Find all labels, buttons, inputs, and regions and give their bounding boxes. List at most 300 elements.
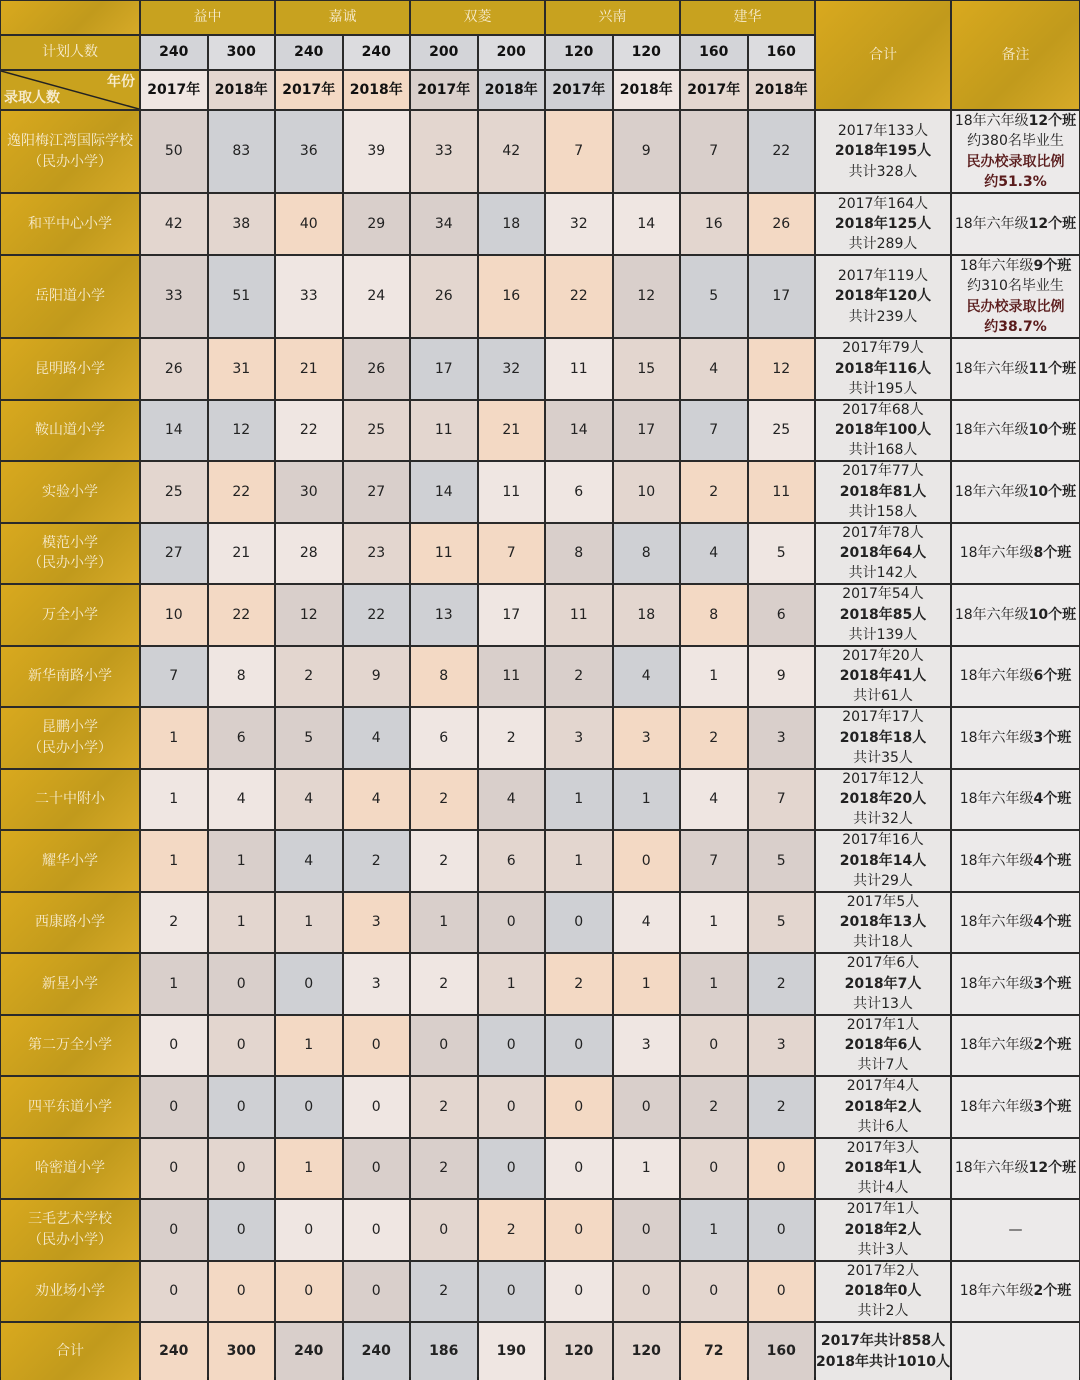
admit-count: 1 (546, 770, 612, 830)
row-total-line: 共计4人 (857, 1180, 909, 1197)
admit-count: 0 (614, 1077, 680, 1137)
admit-count: 4 (614, 893, 680, 953)
row-total-line: 2018年2人 (844, 1098, 922, 1115)
admit-count: 6 (749, 585, 815, 645)
row-total-line: 共计195人 (848, 380, 918, 397)
admit-count: 9 (614, 111, 680, 192)
school-name (1, 462, 139, 522)
note-line: 18年六年级12个班 (954, 1160, 1077, 1177)
row-note (952, 585, 1079, 645)
note-line: 18年六年级12个班 (954, 112, 1077, 129)
admit-count: 13 (411, 585, 477, 645)
admit-count: 22 (209, 585, 275, 645)
admit-count: 21 (276, 339, 342, 399)
note-line: 民办校录取比例 (966, 153, 1065, 170)
admit-count: 1 (681, 954, 747, 1014)
admit-count: 21 (209, 524, 275, 584)
admit-count: 0 (141, 1262, 207, 1322)
admit-count: 25 (749, 401, 815, 461)
school-name (1, 893, 139, 953)
admit-count: 0 (614, 831, 680, 891)
admit-count: 18 (614, 585, 680, 645)
grand-total (816, 1323, 950, 1380)
school-name (1, 339, 139, 399)
admit-count: 2 (344, 831, 410, 891)
admit-count: 0 (141, 1016, 207, 1076)
row-total-line: 2017年3人 (846, 1139, 920, 1156)
admit-count: 18 (479, 194, 545, 254)
row-total-line: 2018年100人 (834, 422, 932, 439)
admit-count: 11 (546, 585, 612, 645)
note-line: 18年六年级2个班 (959, 1283, 1072, 1300)
admit-count: 0 (479, 1139, 545, 1199)
admit-count: 2 (411, 831, 477, 891)
admit-count: 3 (546, 708, 612, 768)
row-total (816, 339, 950, 399)
row-total-line: 2017年1人 (846, 1201, 920, 1218)
school-name-line: 模范小学 (42, 534, 98, 551)
row-total-line: 2017年5人 (846, 893, 920, 910)
admit-count: 40 (276, 194, 342, 254)
row-total-line: 2018年0人 (844, 1283, 922, 1300)
admit-count: 0 (411, 1016, 477, 1076)
admit-count: 14 (411, 462, 477, 522)
admit-count: 0 (614, 1200, 680, 1260)
row-total (816, 954, 950, 1014)
row-total-line: 2018年2人 (844, 1221, 922, 1238)
row-total-line: 共计158人 (848, 503, 918, 520)
admit-count: 17 (749, 256, 815, 337)
admit-count: 2 (749, 954, 815, 1014)
total-count: 120 (546, 1323, 612, 1380)
row-total-line: 2018年18人 (839, 729, 927, 746)
school-name-line: 二十中附小 (35, 791, 105, 808)
row-note (952, 339, 1079, 399)
admit-count: 1 (141, 708, 207, 768)
admit-count: 0 (209, 1016, 275, 1076)
row-total-line: 2018年20人 (839, 791, 927, 808)
row-note (952, 1016, 1079, 1076)
admit-count: 14 (546, 401, 612, 461)
row-total-line: 2018年81人 (839, 483, 927, 500)
admit-count: 17 (614, 401, 680, 461)
school-name-line: 哈密道小学 (35, 1160, 105, 1177)
admit-count: 0 (479, 1077, 545, 1137)
plan-label: 计划人数 (1, 36, 139, 69)
year-header: 2018年 (209, 71, 275, 109)
school-header-jianhua: 建华 (681, 1, 814, 34)
school-name (1, 1139, 139, 1199)
admit-count: 0 (344, 1262, 410, 1322)
admit-count: 2 (546, 954, 612, 1014)
admit-count: 32 (479, 339, 545, 399)
row-total-line: 2017年68人 (842, 401, 924, 418)
admit-count: 22 (276, 401, 342, 461)
admit-count: 0 (479, 893, 545, 953)
admit-count: 28 (276, 524, 342, 584)
school-name-line: 第二万全小学 (28, 1037, 112, 1054)
admit-count: 0 (546, 893, 612, 953)
school-name-line: 逸阳梅江湾国际学校 (7, 133, 133, 150)
admit-count: 12 (276, 585, 342, 645)
admit-count: 2 (411, 1139, 477, 1199)
admit-count: 0 (749, 1200, 815, 1260)
school-header-yizhong: 益中 (141, 1, 274, 34)
row-total (816, 831, 950, 891)
school-name (1, 1200, 139, 1260)
row-total (816, 585, 950, 645)
admit-count: 33 (141, 256, 207, 337)
row-total-line: 2017年6人 (846, 955, 920, 972)
note-line: 约310名毕业生 (967, 278, 1064, 295)
note-line: 18年六年级3个班 (959, 975, 1072, 992)
school-name (1, 1016, 139, 1076)
admit-count: 0 (479, 1262, 545, 1322)
admit-count: 14 (614, 194, 680, 254)
school-header-jiacheng: 嘉诚 (276, 1, 409, 34)
admit-count: 1 (614, 770, 680, 830)
admit-count: 0 (749, 1262, 815, 1322)
admit-count: 0 (209, 954, 275, 1014)
admit-count: 25 (141, 462, 207, 522)
admit-count: 32 (546, 194, 612, 254)
admit-count: 4 (614, 647, 680, 707)
row-total-line: 2017年16人 (842, 832, 924, 849)
total-header: 合计 (816, 1, 950, 109)
admit-count: 0 (344, 1200, 410, 1260)
row-note (952, 401, 1079, 461)
note-line: 18年六年级10个班 (954, 606, 1077, 623)
admit-count: 0 (209, 1262, 275, 1322)
admit-count: 4 (681, 339, 747, 399)
note-line: 18年六年级8个班 (959, 545, 1072, 562)
school-name (1, 194, 139, 254)
admit-count: 3 (344, 893, 410, 953)
admit-count: 17 (411, 339, 477, 399)
row-note (952, 647, 1079, 707)
admit-count: 10 (141, 585, 207, 645)
row-total-line: 2018年195人 (834, 143, 932, 160)
school-name-line: 西康路小学 (35, 914, 105, 931)
admit-count: 11 (546, 339, 612, 399)
row-total (816, 524, 950, 584)
admit-count: 0 (141, 1077, 207, 1137)
note-line: 18年六年级4个班 (959, 852, 1072, 869)
row-total-line: 2018年14人 (839, 852, 927, 869)
admit-count: 4 (681, 770, 747, 830)
row-total-line: 2017年4人 (846, 1078, 920, 1095)
row-note (952, 708, 1079, 768)
plan-value: 160 (749, 36, 815, 69)
row-total-line: 共计18人 (853, 934, 913, 951)
admit-count: 33 (276, 256, 342, 337)
school-name-line: 新星小学 (42, 975, 98, 992)
plan-value: 120 (546, 36, 612, 69)
year-header: 2017年 (276, 71, 342, 109)
school-name-line: 劝业场小学 (35, 1283, 105, 1300)
admit-count: 0 (546, 1077, 612, 1137)
admit-count: 0 (681, 1139, 747, 1199)
admit-count: 5 (749, 831, 815, 891)
row-total (816, 647, 950, 707)
admit-count: 6 (479, 831, 545, 891)
note-line: 18年六年级6个班 (959, 668, 1072, 685)
school-header-xingnan: 兴南 (546, 1, 679, 34)
admit-count: 4 (344, 708, 410, 768)
row-total-line: 共计142人 (848, 565, 918, 582)
admit-count: 0 (546, 1139, 612, 1199)
row-total-line: 共计32人 (853, 811, 913, 828)
admit-count: 0 (141, 1139, 207, 1199)
plan-value: 240 (276, 36, 342, 69)
admit-count: 8 (411, 647, 477, 707)
row-total (816, 256, 950, 337)
row-total (816, 1016, 950, 1076)
admit-count: 0 (479, 1016, 545, 1076)
school-name (1, 1077, 139, 1137)
row-note (952, 1077, 1079, 1137)
note-line: 18年六年级10个班 (954, 422, 1077, 439)
school-name-line: 岳阳道小学 (35, 288, 105, 305)
admit-count: 1 (614, 954, 680, 1014)
admit-count: 4 (681, 524, 747, 584)
admit-count: 1 (209, 893, 275, 953)
admit-count: 7 (681, 111, 747, 192)
note-line: 约380名毕业生 (967, 133, 1064, 150)
row-total-line: 2018年85人 (839, 606, 927, 623)
admit-label: 录取人数 (4, 89, 60, 106)
row-total-line: 2018年64人 (839, 545, 927, 562)
row-total-line: 共计13人 (853, 995, 913, 1012)
admit-count: 51 (209, 256, 275, 337)
row-note (952, 1262, 1079, 1322)
school-header-shuangling: 双菱 (411, 1, 544, 34)
admit-count: 2 (479, 708, 545, 768)
admit-count: 50 (141, 111, 207, 192)
note-header: 备注 (952, 1, 1079, 109)
row-total-line: 2017年78人 (842, 524, 924, 541)
row-total-line: 2017年2人 (846, 1262, 920, 1279)
total-count: 240 (276, 1323, 342, 1380)
row-note (952, 1139, 1079, 1199)
row-total-line: 2017年17人 (842, 709, 924, 726)
admit-count: 7 (681, 401, 747, 461)
row-note (952, 111, 1079, 192)
note-line: — (1008, 1221, 1023, 1238)
total-count: 240 (141, 1323, 207, 1380)
school-name-line: 新华南路小学 (28, 668, 112, 685)
admit-count: 12 (209, 401, 275, 461)
row-total-line: 共计6人 (857, 1118, 909, 1135)
admit-count: 12 (749, 339, 815, 399)
admit-count: 1 (209, 831, 275, 891)
total-count: 160 (749, 1323, 815, 1380)
admit-count: 5 (749, 524, 815, 584)
row-note (952, 194, 1079, 254)
total-count: 120 (614, 1323, 680, 1380)
note-line: 18年六年级11个班 (954, 360, 1077, 377)
row-total-line: 共计289人 (848, 236, 918, 253)
row-note (952, 1200, 1079, 1260)
admit-count: 2 (546, 647, 612, 707)
note-line: 民办校录取比例 (966, 298, 1065, 315)
admit-count: 23 (344, 524, 410, 584)
admit-count: 6 (411, 708, 477, 768)
admit-count: 0 (344, 1016, 410, 1076)
admit-count: 11 (479, 462, 545, 522)
row-total-line: 2018年1人 (844, 1160, 922, 1177)
year-header: 2017年 (411, 71, 477, 109)
admit-count: 3 (749, 708, 815, 768)
row-total-line: 2018年6人 (844, 1037, 922, 1054)
note-line: 18年六年级3个班 (959, 1098, 1072, 1115)
row-total-line: 2018年41人 (839, 668, 927, 685)
admit-count: 0 (546, 1016, 612, 1076)
admit-count: 2 (681, 708, 747, 768)
school-name-line: 昆明路小学 (35, 360, 105, 377)
total-count: 190 (479, 1323, 545, 1380)
grand-total-line: 2018年共计1010人 (816, 1353, 950, 1370)
row-note (952, 524, 1079, 584)
admit-count: 27 (141, 524, 207, 584)
admit-count: 4 (479, 770, 545, 830)
admit-count: 83 (209, 111, 275, 192)
school-name (1, 770, 139, 830)
admit-count: 22 (344, 585, 410, 645)
total-row-label: 合计 (1, 1323, 139, 1380)
admit-count: 2 (411, 954, 477, 1014)
row-total-line: 2017年164人 (837, 195, 929, 212)
row-total (816, 462, 950, 522)
admit-count: 36 (276, 111, 342, 192)
school-name (1, 585, 139, 645)
admit-count: 17 (479, 585, 545, 645)
note-line: 18年六年级3个班 (959, 729, 1072, 746)
admit-count: 5 (749, 893, 815, 953)
diagonal-header (1, 71, 139, 109)
school-name (1, 954, 139, 1014)
row-total-line: 2017年54人 (842, 586, 924, 603)
row-total-line: 2017年12人 (842, 770, 924, 787)
admit-count: 38 (209, 194, 275, 254)
admit-count: 0 (276, 1262, 342, 1322)
admit-count: 3 (614, 1016, 680, 1076)
note-line: 18年六年级2个班 (959, 1037, 1072, 1054)
admit-count: 1 (141, 770, 207, 830)
admit-count: 0 (546, 1200, 612, 1260)
row-total-line: 2017年1人 (846, 1016, 920, 1033)
row-note (952, 770, 1079, 830)
admit-count: 26 (344, 339, 410, 399)
row-total-line: 2017年77人 (842, 463, 924, 480)
row-total (816, 893, 950, 953)
admit-count: 5 (276, 708, 342, 768)
school-name (1, 256, 139, 337)
admit-count: 0 (209, 1077, 275, 1137)
corner-cell (1, 1, 139, 34)
admit-count: 26 (141, 339, 207, 399)
admit-count: 1 (681, 1200, 747, 1260)
school-name-line: 三毛艺术学校 (28, 1211, 112, 1228)
admit-count: 2 (681, 1077, 747, 1137)
admit-count: 26 (749, 194, 815, 254)
admit-count: 12 (614, 256, 680, 337)
row-note (952, 462, 1079, 522)
admit-count: 22 (546, 256, 612, 337)
school-name-line: 和平中心小学 (28, 215, 112, 232)
note-line: 约38.7% (984, 318, 1047, 335)
row-total-line: 共计35人 (853, 749, 913, 766)
year-header: 2017年 (141, 71, 207, 109)
school-name-line: 四平东道小学 (28, 1098, 112, 1115)
admit-count: 22 (749, 111, 815, 192)
row-note (952, 893, 1079, 953)
school-name-line: 万全小学 (42, 606, 98, 623)
admit-count: 4 (209, 770, 275, 830)
note-line: 18年六年级9个班 (959, 257, 1072, 274)
admit-count: 26 (411, 256, 477, 337)
row-total-line: 2017年79人 (842, 340, 924, 357)
year-header: 2018年 (479, 71, 545, 109)
year-header: 2017年 (681, 71, 747, 109)
admit-count: 0 (614, 1262, 680, 1322)
row-total-line: 共计168人 (848, 442, 918, 459)
admit-count: 33 (411, 111, 477, 192)
row-total (816, 1262, 950, 1322)
admit-count: 11 (479, 647, 545, 707)
admit-count: 4 (276, 770, 342, 830)
row-total (816, 1077, 950, 1137)
admit-count: 24 (344, 256, 410, 337)
note-line: 18年六年级4个班 (959, 791, 1072, 808)
admit-count: 16 (479, 256, 545, 337)
row-note (952, 831, 1079, 891)
admit-count: 7 (681, 831, 747, 891)
year-header: 2018年 (614, 71, 680, 109)
school-name-line: 鞍山道小学 (35, 422, 105, 439)
admit-count: 2 (411, 1077, 477, 1137)
admit-count: 1 (479, 954, 545, 1014)
plan-value: 240 (344, 36, 410, 69)
plan-value: 200 (479, 36, 545, 69)
admit-count: 3 (344, 954, 410, 1014)
admit-count: 42 (479, 111, 545, 192)
year-header: 2018年 (344, 71, 410, 109)
admit-count: 21 (479, 401, 545, 461)
row-total (816, 1200, 950, 1260)
school-name-line: （民办小学） (28, 153, 112, 170)
year-header: 2017年 (546, 71, 612, 109)
plan-value: 300 (209, 36, 275, 69)
admit-count: 1 (681, 647, 747, 707)
admit-count: 0 (344, 1139, 410, 1199)
school-name-line: 实验小学 (42, 483, 98, 500)
admit-count: 2 (681, 462, 747, 522)
row-total-line: 共计328人 (848, 163, 918, 180)
admit-count: 30 (276, 462, 342, 522)
admit-count: 0 (276, 954, 342, 1014)
admit-count: 1 (141, 954, 207, 1014)
admit-count: 0 (276, 1200, 342, 1260)
row-total (816, 1139, 950, 1199)
school-name-line: 昆鹏小学 (42, 719, 98, 736)
row-total-line: 2017年119人 (837, 268, 929, 285)
admit-count: 0 (344, 1077, 410, 1137)
admit-count: 1 (546, 831, 612, 891)
admit-count: 8 (209, 647, 275, 707)
admit-count: 2 (411, 1262, 477, 1322)
admit-count: 10 (614, 462, 680, 522)
